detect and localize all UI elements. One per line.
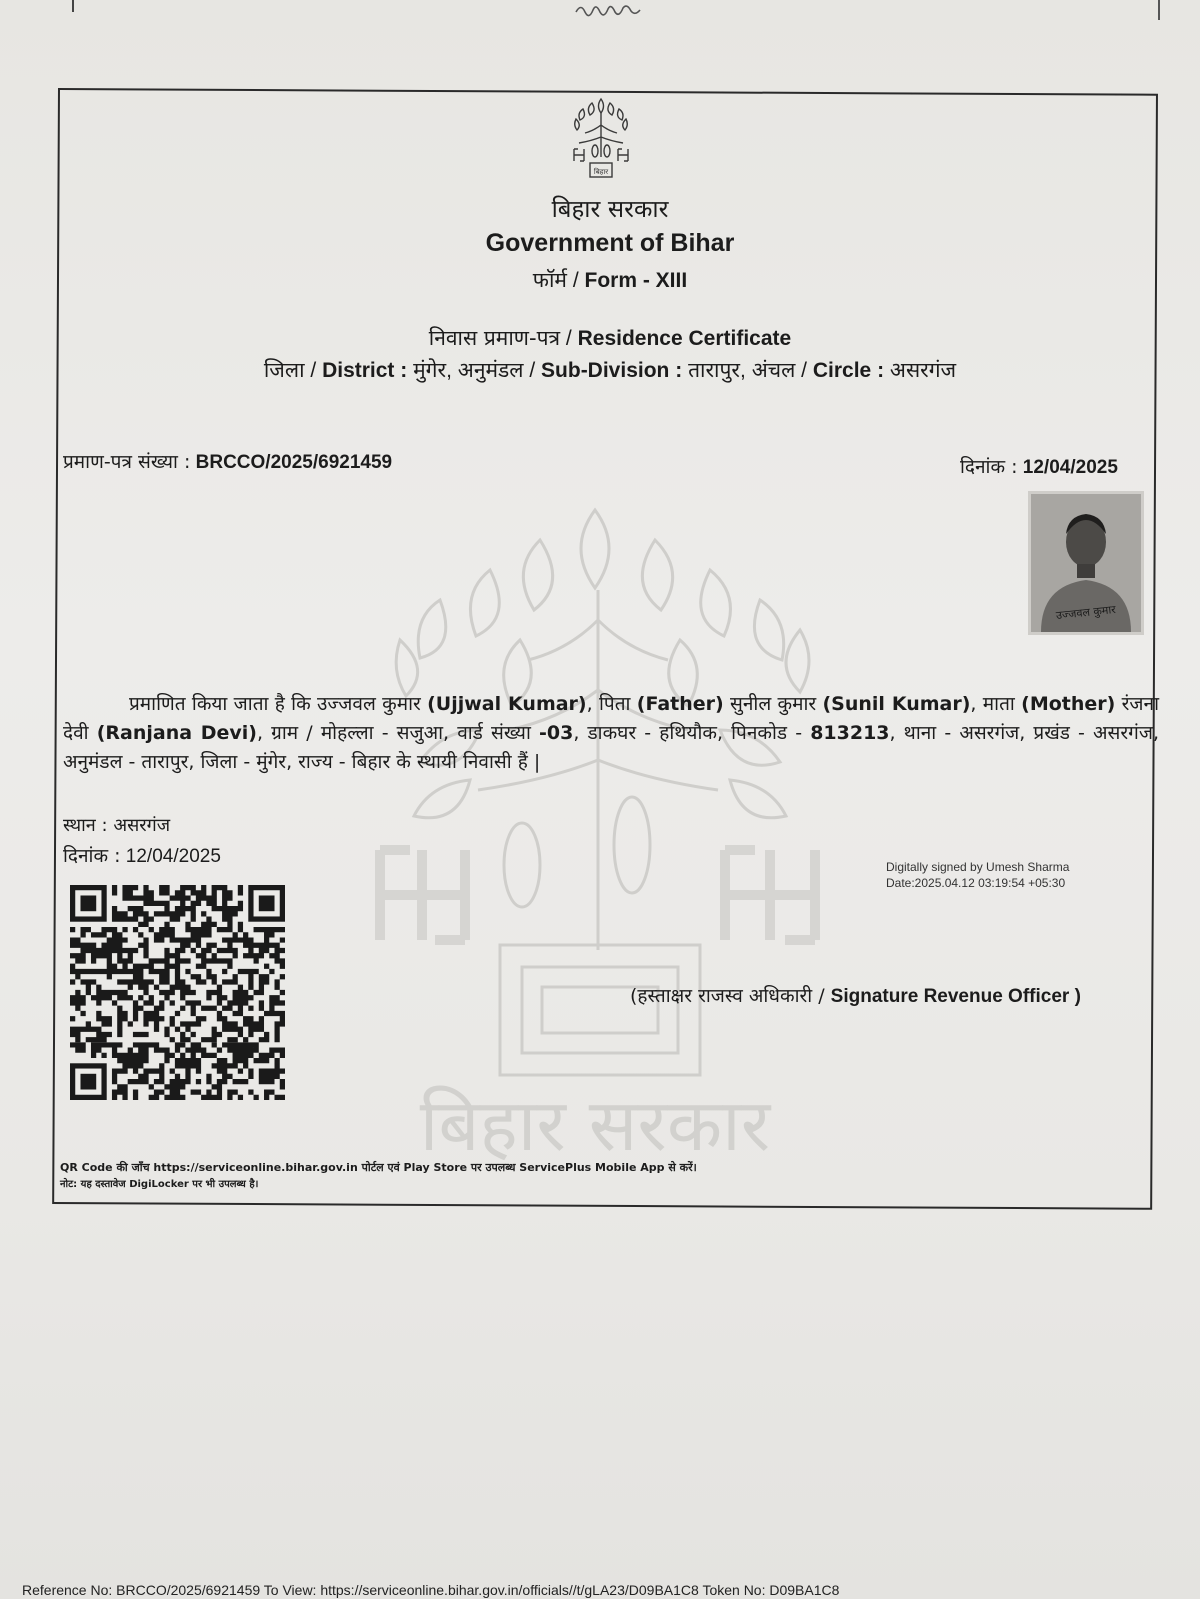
body-text-8: , थाना - असरगंज, प्रखंड - असरगंज, अनुमंडल - तारापुर, जिला - मुंगेर, राज्य - बिहार के स्थायी निवासी हैं | <box>63 722 1160 773</box>
body-text-4: , माता <box>970 693 1022 715</box>
emblem-caption: बिहार <box>593 168 609 176</box>
issue-place-label: स्थान : <box>63 815 108 836</box>
mother-label: (Mother) <box>1021 693 1116 715</box>
govt-title-hindi: बिहार सरकार <box>551 195 669 223</box>
father-name-english: (Sunil Kumar) <box>822 693 971 715</box>
applicant-photo <box>1028 491 1144 635</box>
revenue-officer-signature <box>630 982 1081 1008</box>
issue-place-value: असरगंज <box>113 815 171 836</box>
person-photo-icon <box>1031 494 1141 632</box>
body-text-2: , पिता <box>586 693 637 715</box>
watermark-text: बिहार सरकार <box>419 1083 771 1167</box>
mother-name-english: (Ranjana Devi) <box>96 722 257 744</box>
bihar-emblem-logo <box>570 95 632 187</box>
subdivision-label-hindi: अनुमंडल <box>457 358 524 382</box>
page-edge-mark-right <box>1158 0 1160 20</box>
issue-date <box>63 842 221 868</box>
certificate-number-label: प्रमाण-पत्र संख्या : <box>63 451 191 473</box>
issue-place <box>63 813 170 837</box>
form-label-english: Form - XIII <box>584 269 688 292</box>
subdivision-value: तारापुर <box>688 358 741 382</box>
certificate-type-english: Residence Certificate <box>577 327 792 350</box>
certificate-type-hindi: निवास प्रमाण-पत्र <box>428 326 561 350</box>
district-value: मुंगेर <box>413 358 447 382</box>
officer-label-hindi: (हस्ताक्षर राजस्व अधिकारी / <box>630 985 831 1007</box>
govt-title-english: Government of Bihar <box>485 229 735 257</box>
form-label-hindi: फॉर्म <box>532 268 567 292</box>
qr-finder-pattern <box>70 885 107 922</box>
digilocker-note: नोट: यह दस्तावेज DigiLocker पर भी उपलब्ध है। <box>60 1179 259 1190</box>
form-number: फॉर्म / Form - XIII <box>532 268 688 292</box>
issue-date-label: दिनांक : <box>63 845 121 867</box>
district-label-english: District <box>322 359 395 382</box>
circle-value: असरगंज <box>889 358 957 382</box>
digital-signature-date: Date:2025.04.12 03:19:54 +05:30 <box>886 876 1066 890</box>
pincode: 813213 <box>810 722 890 744</box>
body-text-6: , ग्राम / मोहल्ला - सजुआ, वार्ड संख्या <box>257 722 539 744</box>
bihar-emblem-watermark <box>370 490 850 1170</box>
digital-signature-name: Digitally signed by Umesh Sharma <box>886 860 1070 874</box>
page-edge-mark <box>72 0 74 12</box>
qr-finder-pattern <box>70 1063 107 1100</box>
qr-verification-note: QR Code की जाँच https://serviceonline.bihar.gov.in पोर्टल एवं Play Store पर उपलब्ध ServicePlus Mobile App से करें। <box>60 1161 697 1174</box>
certificate-title: निवास प्रमाण-पत्र / Residence Certificate <box>428 326 792 350</box>
officer-label-english: Signature Revenue Officer ) <box>830 986 1081 1007</box>
qr-code[interactable] <box>70 885 285 1100</box>
jurisdiction-line: जिला / District : मुंगेर, अनुमंडल / Sub-Division : तारापुर, अंचल / Circle : असरगंज <box>263 358 957 382</box>
body-text-1: प्रमाणित किया जाता है कि उज्जवल कुमार <box>129 693 428 715</box>
subdivision-label-english: Sub-Division <box>541 359 670 382</box>
applicant-name-english: (Ujjwal Kumar) <box>427 693 587 715</box>
certification-statement <box>63 690 1159 777</box>
certificate-date <box>960 453 1118 479</box>
certificate-number <box>63 448 392 474</box>
circle-label-english: Circle <box>812 359 872 382</box>
handwritten-scribble <box>572 0 652 18</box>
circle-label-hindi: अंचल <box>751 358 796 382</box>
body-text-3: सुनील कुमार <box>723 693 823 715</box>
district-label-hindi: जिला <box>263 358 305 382</box>
body-text-7: , डाकघर - हथियौक, पिनकोड - <box>573 722 811 744</box>
certificate-date-value: 12/04/2025 <box>1022 457 1118 478</box>
ward-number: -03 <box>539 722 574 744</box>
father-label: (Father) <box>636 693 724 715</box>
certificate-date-label: दिनांक : <box>960 456 1018 478</box>
certificate-number-value: BRCCO/2025/6921459 <box>195 452 393 473</box>
footer-reference: Reference No: BRCCO/2025/6921459 To View: https://serviceonline.bihar.gov.in/officials//t/gLA23/D09BA1C8 Token No: D09BA1C8 <box>22 1582 840 1598</box>
qr-finder-pattern <box>248 885 285 922</box>
body-text-5: रंजना देवी <box>63 693 1159 744</box>
photo-signature: उज्जवल कुमार <box>1055 602 1117 623</box>
issue-date-value: 12/04/2025 <box>125 846 221 867</box>
